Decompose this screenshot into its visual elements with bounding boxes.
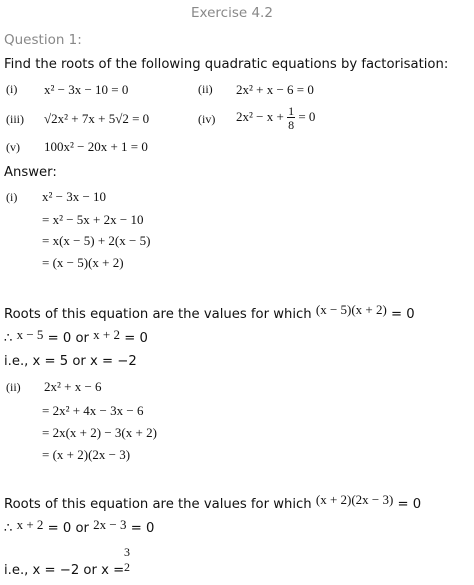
therefore-icon: ∴ — [4, 331, 13, 346]
item-i-label: (i) — [6, 82, 18, 96]
part1-factor-line — [4, 327, 148, 346]
item-i-equation: x² − 3x − 10 = 0 — [44, 82, 129, 97]
part2-factor-a: x + 2 — [16, 517, 44, 532]
part2-roots-eq: = 0 — [397, 497, 422, 512]
part1-line-1: x² − 3x − 10 — [42, 189, 107, 204]
item-iii-equation: √2x² + 7x + 5√2 = 0 — [44, 111, 150, 126]
item-iii-label: (iii) — [6, 112, 24, 126]
item-v-label: (v) — [6, 140, 20, 154]
question-prompt: Find the roots of the following quadratic equations by factorisation: — [4, 57, 449, 72]
item-iv-frac-den: 8 — [288, 118, 295, 132]
item-ii-label: (ii) — [198, 82, 213, 96]
item-ii-equation: 2x² + x − 6 = 0 — [236, 82, 314, 97]
answer-label: Answer: — [4, 165, 57, 180]
part2-line-1: 2x² + x − 6 — [44, 379, 102, 394]
part1-solution: i.e., x = 5 or x = −2 — [4, 354, 137, 369]
part1-line-4: = (x − 5)(x + 2) — [42, 255, 124, 270]
part2-solution-fraction — [124, 546, 130, 575]
part2-factor-line — [4, 517, 155, 536]
part1-roots-expr: (x − 5)(x + 2) — [315, 302, 387, 317]
part2-eq-zero: = 0 — [130, 521, 155, 536]
item-v-equation: 100x² − 20x + 1 = 0 — [44, 139, 148, 154]
part2-roots-expr: (x + 2)(2x − 3) — [315, 492, 394, 507]
question-label: Question 1: — [4, 32, 82, 48]
part2-factor-b: 2x − 3 — [93, 517, 127, 532]
part1-roots-text: Roots of this equation are the values for which — [4, 307, 312, 322]
part2-line-3: = 2x(x + 2) − 3(x + 2) — [42, 425, 157, 440]
part2-label: (ii) — [6, 380, 21, 394]
part2-frac — [124, 546, 130, 573]
part1-roots-eq: = 0 — [391, 307, 415, 322]
part1-factor-b: x + 2 — [93, 327, 121, 342]
part1-line-3: = x(x − 5) + 2(x − 5) — [42, 233, 151, 248]
part2-eq-or: = 0 or — [47, 521, 89, 536]
item-iv-equation — [236, 105, 315, 131]
part2-roots-sentence — [4, 492, 422, 512]
item-iv-post: = 0 — [298, 108, 316, 124]
part2-solution: i.e., x = −2 or x = — [4, 563, 125, 578]
part1-line-2: = x² − 5x + 2x − 10 — [42, 212, 144, 227]
part2-line-4: = (x + 2)(2x − 3) — [42, 447, 131, 462]
part1-roots-sentence — [4, 302, 415, 322]
item-iv-pre: 2x² − x + — [236, 108, 284, 124]
part1-eq-or: = 0 or — [47, 331, 89, 346]
part1-factor-a: x − 5 — [16, 327, 44, 342]
part1-eq-zero: = 0 — [124, 331, 148, 346]
item-iv-frac-num: 1 — [288, 104, 295, 118]
part2-roots-text: Roots of this equation are the values for which — [4, 497, 312, 512]
part1-label: (i) — [6, 190, 18, 204]
part2-frac-num: 3 — [124, 545, 130, 559]
item-iv-fraction — [287, 105, 295, 131]
part2-frac-den: 2 — [124, 560, 130, 574]
therefore-icon: ∴ — [4, 521, 13, 536]
exercise-title: Exercise 4.2 — [191, 5, 273, 21]
item-iv-label: (iv) — [198, 112, 216, 126]
part2-line-2: = 2x² + 4x − 3x − 6 — [42, 403, 144, 418]
